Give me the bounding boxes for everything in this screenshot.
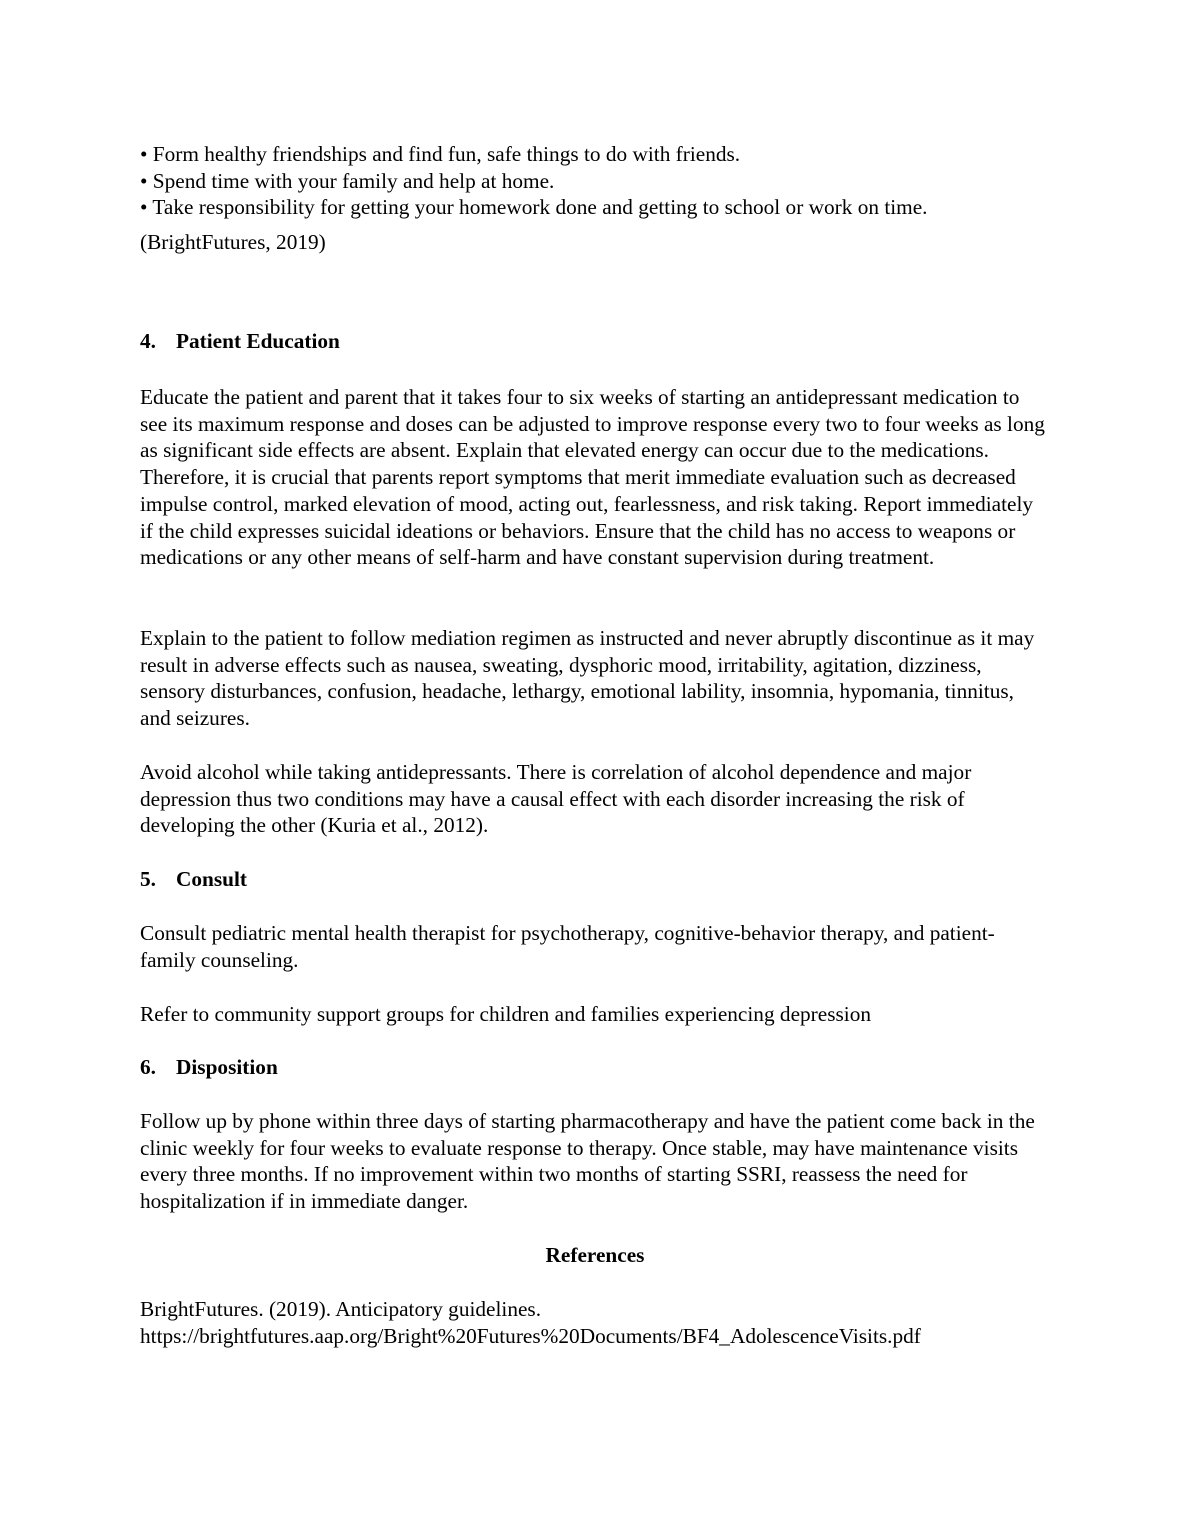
section-title: Consult xyxy=(176,867,248,891)
reference-url[interactable]: https://brightfutures.aap.org/Bright%20Futures%20Documents/BF4_AdolescenceVisits.pdf xyxy=(140,1323,921,1348)
reference-entry xyxy=(140,1296,1100,1349)
paragraph: Refer to community support groups for children and families experiencing depression xyxy=(140,1002,871,1026)
section-number: 5. xyxy=(140,867,156,891)
section-heading-disposition xyxy=(140,1054,1045,1081)
paragraph: Avoid alcohol while taking antidepressants. There is correlation of alcohol dependence and major depression thus two conditions may have a causal effect with each disorder increasing the risk of developing the other (Kuria et al., 2012). xyxy=(140,760,972,838)
section-title: Patient Education xyxy=(176,329,340,353)
bullet-item: • Spend time with your family and help at home. xyxy=(140,168,555,193)
paragraph: Educate the patient and parent that it takes four to six weeks of starting an antidepressant medication to see its maximum response and doses can be adjusted to improve response every two to four weeks as long as significant side effects are absent. Explain that elevated energy can occur due to the medications. Therefore, it is crucial that parents report symptoms that merit immediate evaluation such as decreased impulse control, marked elevation of mood, acting out, fearlessness, and risk taking. Report immediately if the child expresses suicidal ideations or behaviors. Ensure that the child has no access to weapons or medications or any other means of self-harm and have constant supervision during treatment. xyxy=(140,385,1045,570)
bullet-item: • Take responsibility for getting your homework done and getting to school or work on time. xyxy=(140,195,928,220)
section-number: 4. xyxy=(140,329,156,353)
bullet-item: • Form healthy friendships and find fun, safe things to do with friends. xyxy=(140,142,741,166)
section-heading-patient-education xyxy=(140,328,1045,355)
paragraph: Follow up by phone within three days of starting pharmacotherapy and have the patient come back in the clinic weekly for four weeks to evaluate response to therapy. Once stable, may have maintenance visits every three months. If no improvement within two months of starting SSRI, reassess the need for hospitalization if in immediate danger. xyxy=(140,1109,1035,1214)
reference-text: BrightFutures. (2019). Anticipatory guidelines. xyxy=(140,1297,542,1321)
section-title: Disposition xyxy=(176,1055,278,1079)
references-heading: References xyxy=(545,1243,645,1267)
bullet-list xyxy=(140,141,1045,221)
paragraph: Explain to the patient to follow mediation regimen as instructed and never abruptly discontinue as it may result in adverse effects such as nausea, sweating, dysphoric mood, irritability, agitation, dizziness, sensory disturbances, confusion, headache, lethargy, emotional lability, insomnia, hypomania, tinnitus, and seizures. xyxy=(140,626,1035,731)
paragraph: Consult pediatric mental health therapist for psychotherapy, cognitive-behavior therapy, and patient-family counseling. xyxy=(140,921,995,972)
citation: (BrightFutures, 2019) xyxy=(140,230,326,254)
section-number: 6. xyxy=(140,1055,156,1079)
section-heading-consult xyxy=(140,866,1045,893)
